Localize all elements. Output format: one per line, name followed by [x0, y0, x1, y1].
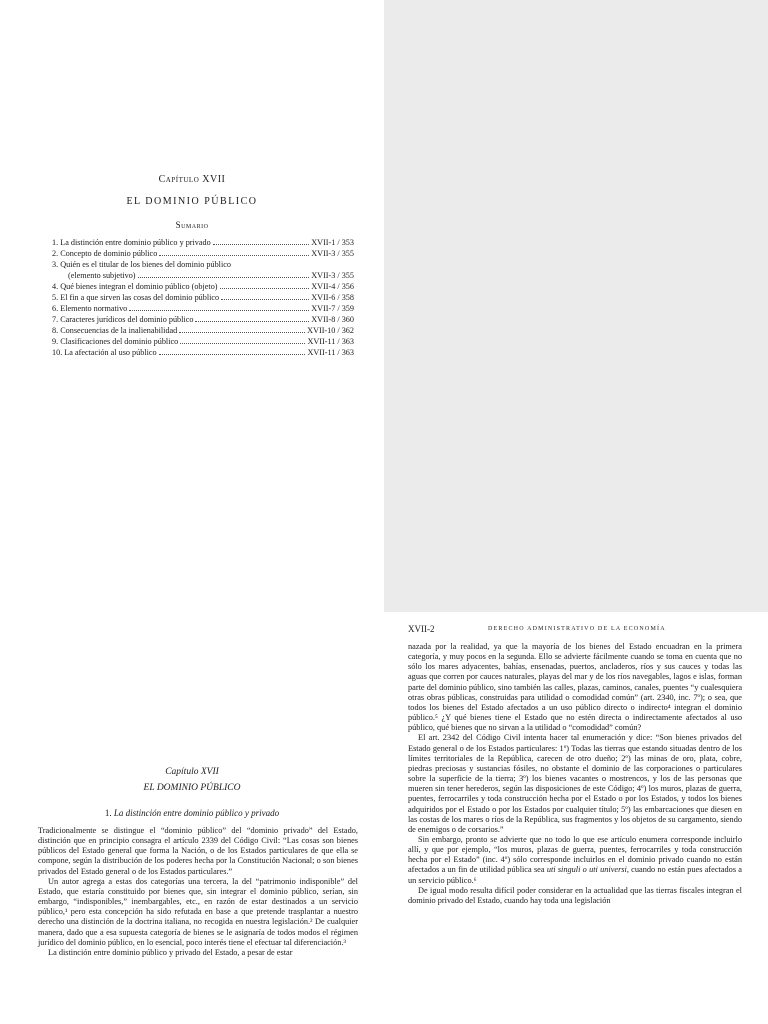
paragraph-text: Sin embargo, pronto se advierte que no todo lo que ese artículo enumera corresponde incluirlo allí, y que por ejemplo, “los muros, plazas de guerra, puentes, ferrocarriles y toda construcción hecha por el Estado” (inc. 4º) sólo corresponde incluirlos en el dominio privado cuando no están afectados a un fin de utilidad pública: [408, 834, 742, 875]
toc-item[interactable]: [52, 325, 354, 336]
section-heading: [0, 808, 384, 818]
toc-item-label: 6. Elemento normativo: [52, 304, 128, 313]
toc-item[interactable]: [52, 347, 354, 358]
toc-leader-dots: [213, 244, 310, 245]
running-head: DERECHO ADMINISTRATIVO DE LA ECONOMÍA: [488, 626, 666, 632]
toc-item-page: XVII-1 / 353: [311, 238, 354, 247]
toc-leader-dots: [180, 343, 305, 344]
toc-leader-dots: [221, 299, 309, 300]
page-continuation: [384, 612, 768, 1024]
toc-item-label: 1. La distinción entre dominio público y privado: [52, 238, 211, 247]
toc-item-page: XVII-8 / 360: [311, 315, 354, 324]
toc-item-label: 3. Quién es el titular de los bienes del dominio público: [52, 260, 231, 269]
toc-leader-dots: [159, 354, 306, 355]
paragraph: La distinción entre dominio público y privado del Estado, a pesar de estar: [48, 947, 293, 957]
toc-item-label: 7. Caracteres jurídicos del dominio público: [52, 315, 194, 324]
toc-item-page: XVII-10 / 362: [307, 326, 354, 335]
section-number: 1.: [104, 808, 112, 818]
summary-heading: [0, 220, 384, 230]
toc-item[interactable]: [52, 270, 354, 281]
toc-item[interactable]: [52, 237, 354, 248]
toc-item-label: 5. El fin a que sirven las cosas del dominio público: [52, 293, 220, 302]
paragraph: Tradicionalmente se distingue el “dominio público” del “dominio privado” del Estado, distinción que en principio consagra el artículo 2339 del Código Civil: “Las cosas son bienes públicos del Estado general que forma la Nación, o de los Estados particulares de que ella se compone, según la distribución de los poderes hecha por la Constitución Nacional; o son bienes privados del Estado general o de los Estados particulares.”: [38, 826, 358, 876]
paragraph: El art. 2342 del Código Civil intenta hacer tal enumeración y dice: “Son bienes privados del Estado general o de los Estados particulares: 1º) Todas las tierras que estando situadas dentro de los límites territoriales de la República, carecen de otro dueño; 2º) las minas de oro, plata, cobre, piedras preciosas y sustancias fósiles, no obstante el dominio de las corporaciones o particulares sobre la superficie de la tierra; 3º) los bienes vacantes o mostrencos, y los de las personas que mueren sin tener herederos, según las disposiciones de este Código; 4º) los muros, plazas de guerra, puentes, ferrocarriles y toda construcción hecha por el Estado o por los Estados, y todos los bienes adquiridos por el Estado o por los Estados por cualquier título; 5º) las embarcaciones que diesen en las costas de los mares o ríos de la República, sus fragmentos y los objetos de su cargamento, siendo de enemigos o de corsarios.”: [408, 733, 742, 834]
toc-item-page: XVII-7 / 359: [311, 304, 354, 313]
chapter-label: Capítulo XVII: [165, 767, 219, 777]
toc-leader-dots: [179, 332, 305, 333]
toc-item[interactable]: [52, 248, 354, 259]
toc-item[interactable]: [52, 281, 354, 292]
toc-item[interactable]: [52, 336, 354, 347]
toc-item-label: 10. La afectación al uso público: [52, 348, 157, 357]
toc-leader-dots: [220, 288, 310, 289]
paragraph: [408, 835, 742, 886]
toc-item-page: XVII-3 / 355: [311, 271, 354, 280]
toc-item-label: 9. Clasificaciones del dominio público: [52, 337, 179, 346]
toc-leader-dots: [129, 310, 309, 311]
toc-leader-dots: [195, 321, 309, 322]
toc-leader-dots: [138, 277, 310, 278]
toc-leader-dots: [159, 255, 309, 256]
section-title: La distinción entre dominio público y privado: [113, 808, 280, 818]
paragraph-text: sea: [533, 865, 545, 875]
toc-item[interactable]: [52, 259, 354, 270]
paragraph: Un autor agrega a estas dos categorías una tercera, la del “patrimonio indisponible” del Estado, que estaría constituido por bienes que, sin integrar el dominio público, serían, sin embargo, “indisponibles,” inembargables, etc., en razón de estar destinados a un servicio público,¹ pero esta concepción ha sido refutada en base a que pretende trasplantar a nuestro derecho una distinción de la doctrina italiana, no recogida en nuestra legislación.² De cualquier manera, dado que a esa supuesta categoría de bienes se le asignaría de todos modos el régimen jurídico del dominio público, en lo esencial, poco interés tiene el efectuar tal diferenciación.³: [38, 876, 358, 947]
chapter-label-text: Capítulo XVII: [158, 174, 226, 185]
page-number: XVII-2: [408, 624, 435, 634]
toc-item-label: 8. Consecuencias de la inalienabilidad: [52, 326, 178, 335]
toc-item-label: 4. Qué bienes integran el dominio público (objeto): [52, 282, 218, 291]
toc-item-page: XVII-6 / 358: [311, 293, 354, 302]
table-of-contents: [52, 237, 354, 358]
paragraph: nazada por la realidad, ya que la mayoría de los bienes del Estado encuadran en la primera categoría, y muy pocos en la segunda. Ello se advierte fácilmente cuando se toma en cuenta que no sólo los mares adyacentes, bahías, ensenadas, puertos, ancladeros, ríos y sus cauces y todas las aguas que corren por cauces naturales, playas del mar y de los ríos navegables, lagos e islas, forman parte del dominio público, sino también las calles, plazas, caminos, canales, puentes “y cualesquiera otras obras públicas, construidas para utilidad o comodidad común” (art. 2340, inc. 7º); o sea, que todos los bienes del Estado afectados a un uso público directo o indirecto⁴ integran el dominio público.⁵ ¿Y qué bienes tiene el Estado que no estén directa o indirectamente afectados al uso público, qué bienes que no sirvan a la utilidad o “comodidad” común?: [408, 642, 742, 733]
toc-item[interactable]: [52, 303, 354, 314]
paragraph-text: , cuando no están pues afectados a un servicio público.⁶: [408, 865, 742, 885]
toc-item-page: XVII-11 / 363: [307, 348, 354, 357]
toc-item-label: 2. Concepto de dominio público: [52, 249, 158, 258]
chapter-title: EL DOMINIO PÚBLICO: [126, 196, 258, 207]
summary-heading-text: Sumario: [175, 220, 209, 230]
body-text: [38, 826, 358, 958]
paragraph: De igual modo resulta difícil poder considerar en la actualidad que las tierras fiscales integran el dominio privado del Estado, cuando hay toda una legislación: [408, 885, 742, 905]
chapter-title: EL DOMINIO PÚBLICO: [143, 783, 241, 793]
chapter-label: [0, 174, 384, 185]
toc-item-label: (elemento subjetivo): [68, 271, 136, 280]
body-text: [408, 642, 742, 906]
toc-item-page: XVII-11 / 363: [307, 337, 354, 346]
toc-item[interactable]: [52, 314, 354, 325]
page-chapter-summary: [0, 0, 384, 612]
toc-item-page: XVII-4 / 356: [311, 282, 354, 291]
latin-phrase: uti singuli o uti universi: [546, 865, 627, 875]
toc-item[interactable]: [52, 292, 354, 303]
toc-item-page: XVII-3 / 355: [311, 249, 354, 258]
page-chapter-start: [0, 612, 384, 1024]
